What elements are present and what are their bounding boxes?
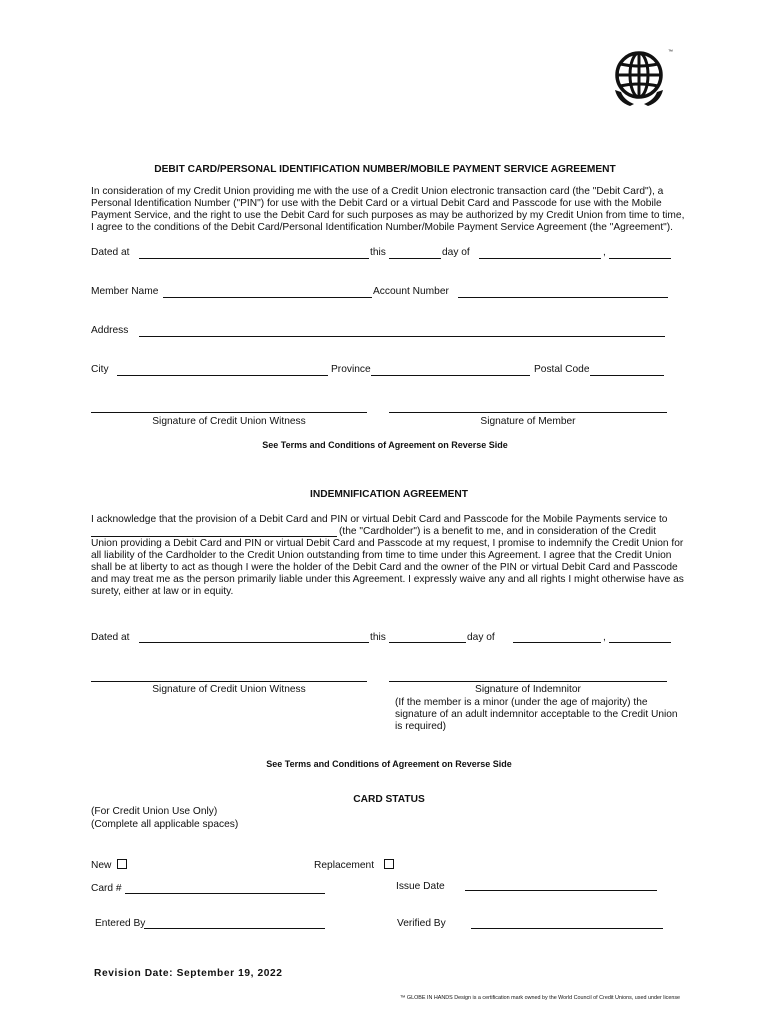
province-label: Province: [331, 364, 371, 375]
verified-by-label: Verified By: [397, 918, 446, 929]
card-status-title: CARD STATUS: [353, 794, 425, 805]
indem-terms-note: See Terms and Conditions of Agreement on Reverse Side: [266, 759, 512, 769]
indemnification-line: and may treat me as the person primarily liable under this Agreement. I expressly waive any and all rights I might otherwise have as: [91, 573, 684, 585]
entered-by-field[interactable]: [144, 928, 325, 929]
terms-note: See Terms and Conditions of Agreement on Reverse Side: [262, 440, 508, 450]
replacement-label: Replacement: [314, 860, 375, 871]
indemnification-title: INDEMNIFICATION AGREEMENT: [310, 489, 468, 500]
intro-line: Payment Service, and the right to use the Debit Card for such purposes as may be authorized by my Credit Union from time to time,: [91, 209, 685, 221]
member-signature-label: Signature of Member: [480, 416, 576, 427]
member-name-label: Member Name: [91, 286, 159, 297]
dated-at-field[interactable]: [139, 258, 369, 259]
indemnification-line: all liability of the Cardholder to the Credit Union outstanding from time to time under this Agreement. I agree that the Credit Union: [91, 549, 672, 561]
issue-date-field[interactable]: [465, 890, 657, 891]
province-field[interactable]: [371, 375, 530, 376]
globe-icon: [612, 50, 668, 112]
issue-date-label: Issue Date: [396, 881, 445, 892]
card-number-label: Card #: [91, 883, 122, 894]
intro-line: Personal Identification Number ("PIN") for use with the Debit Card or a virtual Debit Card and Passcode for use with the Mobile: [91, 197, 662, 209]
account-number-label: Account Number: [373, 286, 449, 297]
member-name-field[interactable]: [163, 297, 372, 298]
minor-note-line: is required): [395, 720, 446, 732]
indemnification-body: [91, 514, 691, 597]
verified-by-field[interactable]: [471, 928, 663, 929]
cardholder-field[interactable]: [91, 536, 337, 537]
indemnification-line: surety, either at law or in equity.: [91, 585, 234, 597]
indem-year-field[interactable]: [609, 642, 671, 643]
day-field[interactable]: [389, 258, 441, 259]
new-label: New: [91, 860, 112, 871]
indem-witness-signature-label: Signature of Credit Union Witness: [152, 684, 306, 695]
member-signature-line[interactable]: [389, 412, 667, 413]
indem-dated-at-label: Dated at: [91, 632, 130, 643]
agreement-intro: [91, 186, 691, 234]
address-label: Address: [91, 325, 129, 336]
agreement-title: DEBIT CARD/PERSONAL IDENTIFICATION NUMBER/MOBILE PAYMENT SERVICE AGREEMENT: [154, 164, 616, 175]
indem-comma: ,: [603, 632, 606, 643]
address-field[interactable]: [139, 336, 665, 337]
witness-signature-line[interactable]: [91, 412, 367, 413]
city-label: City: [91, 364, 109, 375]
indemnitor-signature-label: Signature of Indemnitor: [475, 684, 581, 695]
day-of-label: day of: [442, 247, 470, 258]
month-field[interactable]: [479, 258, 601, 259]
entered-by-label: Entered By: [95, 918, 146, 929]
indemnification-line: Union providing a Debit Card and PIN or virtual Debit Card and Passcode at my request, I promise to indemnify the Credit Union for: [91, 537, 684, 549]
indem-this-label: this: [370, 632, 386, 643]
minor-note-line: signature of an adult indemnitor acceptable to the Credit Union: [395, 708, 678, 720]
indemnification-line: I acknowledge that the provision of a Debit Card and PIN or virtual Debit Card and Passcode for the Mobile Payments service to: [91, 514, 668, 525]
revision-date: Revision Date: September 19, 2022: [94, 968, 283, 979]
minor-note-line: (If the member is a minor (under the age of majority) the: [395, 697, 648, 708]
intro-line: I agree to the conditions of the Debit Card/Personal Identification Number/Mobile Payment Service Agreement (the "Agreement").: [91, 221, 673, 233]
minor-note: [395, 697, 695, 733]
use-only-note: (For Credit Union Use Only): [91, 806, 218, 817]
indem-witness-signature-line[interactable]: [91, 681, 367, 682]
intro-line: In consideration of my Credit Union providing me with the use of a Credit Union electronic transaction card (the "Debit Card"), a: [91, 186, 664, 197]
indem-month-field[interactable]: [513, 642, 601, 643]
card-number-field[interactable]: [125, 893, 325, 894]
indem-day-field[interactable]: [389, 642, 466, 643]
account-number-field[interactable]: [458, 297, 668, 298]
year-field[interactable]: [609, 258, 671, 259]
replacement-checkbox[interactable]: [384, 859, 394, 869]
postal-code-label: Postal Code: [534, 364, 590, 375]
comma: ,: [603, 247, 606, 258]
witness-signature-label: Signature of Credit Union Witness: [152, 416, 306, 427]
indem-dated-at-field[interactable]: [139, 642, 369, 643]
cardholder-row: [91, 526, 691, 538]
indemnification-line: shall be at liberty to act as though I were the holder of the Debit Card and the owner of the PIN or virtual Debit Card and Passcode: [91, 561, 678, 573]
trademark-mark: ™: [668, 49, 673, 55]
cardholder-suffix: (the "Cardholder") is a benefit to me, and in consideration of the Credit: [339, 525, 656, 537]
this-label: this: [370, 247, 386, 258]
complete-note: (Complete all applicable spaces): [91, 819, 239, 830]
new-checkbox[interactable]: [117, 859, 127, 869]
globe-in-hands-logo: [612, 50, 668, 112]
city-field[interactable]: [117, 375, 328, 376]
indem-day-of-label: day of: [467, 632, 495, 643]
postal-code-field[interactable]: [590, 375, 664, 376]
dated-at-label: Dated at: [91, 247, 130, 258]
indemnitor-signature-line[interactable]: [389, 681, 667, 682]
footer-note: ™ GLOBE IN HANDS Design is a certification mark owned by the World Council of Credit Unions, used under license: [400, 995, 681, 1001]
